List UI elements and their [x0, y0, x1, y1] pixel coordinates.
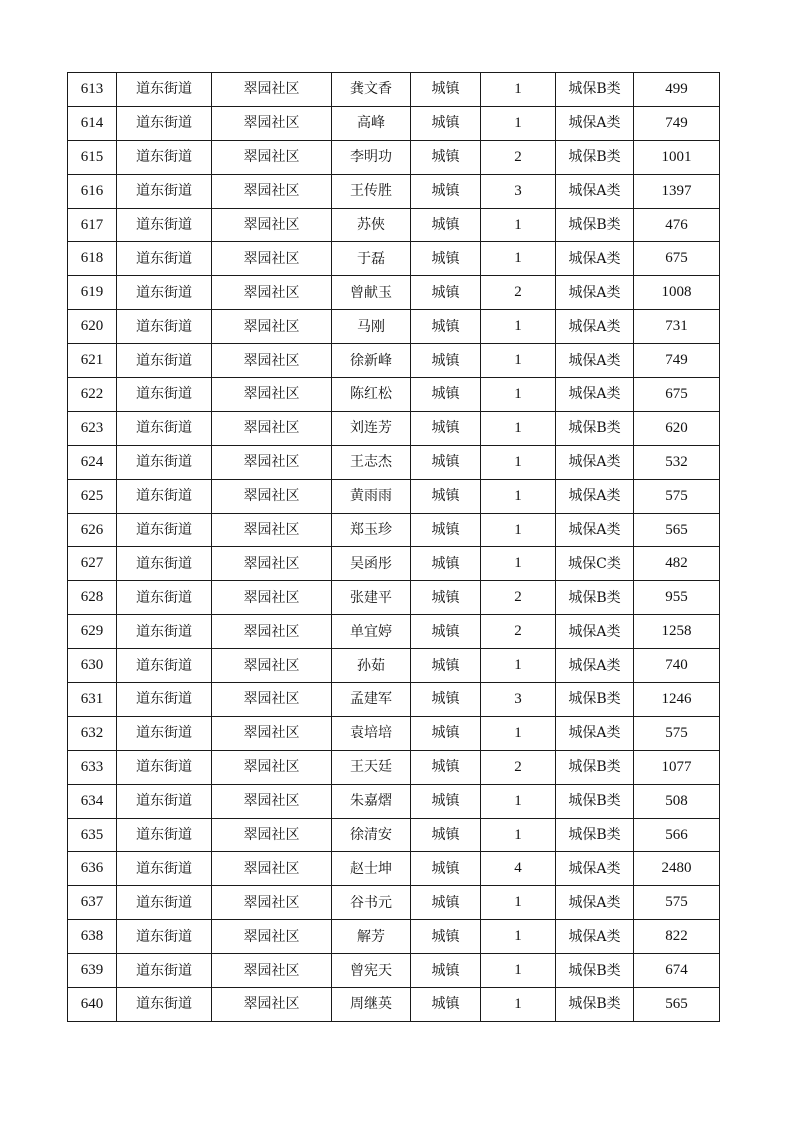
insurance-class-cell: 城保A类 — [556, 479, 634, 513]
household-size-cell: 1 — [481, 784, 556, 818]
insurance-class-cell: 城保B类 — [556, 683, 634, 717]
insurance-class-cell: 城保B类 — [556, 954, 634, 988]
serial-number-cell: 630 — [68, 649, 117, 683]
amount-cell: 508 — [634, 784, 720, 818]
insurance-class-cell: 城保A类 — [556, 716, 634, 750]
insurance-class-cell: 城保A类 — [556, 649, 634, 683]
subdistrict-cell: 道东街道 — [117, 784, 212, 818]
amount-cell: 575 — [634, 886, 720, 920]
household-size-cell: 1 — [481, 818, 556, 852]
area-type-cell: 城镇 — [411, 750, 481, 784]
serial-number-cell: 621 — [68, 344, 117, 378]
subdistrict-cell: 道东街道 — [117, 750, 212, 784]
household-size-cell: 2 — [481, 581, 556, 615]
community-cell: 翠园社区 — [212, 445, 332, 479]
name-cell: 吴函彤 — [332, 547, 411, 581]
area-type-cell: 城镇 — [411, 547, 481, 581]
name-cell: 单宜婷 — [332, 615, 411, 649]
community-cell: 翠园社区 — [212, 581, 332, 615]
name-cell: 曾宪天 — [332, 954, 411, 988]
area-type-cell: 城镇 — [411, 310, 481, 344]
area-type-cell: 城镇 — [411, 445, 481, 479]
area-type-cell: 城镇 — [411, 886, 481, 920]
assistance-roster-table — [67, 72, 720, 1022]
community-cell: 翠园社区 — [212, 513, 332, 547]
table-row — [68, 344, 720, 378]
table-row — [68, 242, 720, 276]
amount-cell: 476 — [634, 208, 720, 242]
community-cell: 翠园社区 — [212, 378, 332, 412]
table-row — [68, 683, 720, 717]
subdistrict-cell: 道东街道 — [117, 954, 212, 988]
serial-number-cell: 625 — [68, 479, 117, 513]
insurance-class-cell: 城保B类 — [556, 208, 634, 242]
area-type-cell: 城镇 — [411, 73, 481, 107]
table-row — [68, 445, 720, 479]
insurance-class-cell: 城保B类 — [556, 988, 634, 1022]
name-cell: 陈红松 — [332, 378, 411, 412]
household-size-cell: 1 — [481, 920, 556, 954]
household-size-cell: 1 — [481, 479, 556, 513]
serial-number-cell: 640 — [68, 988, 117, 1022]
area-type-cell: 城镇 — [411, 242, 481, 276]
community-cell: 翠园社区 — [212, 615, 332, 649]
insurance-class-cell: 城保A类 — [556, 174, 634, 208]
name-cell: 王天廷 — [332, 750, 411, 784]
table-row — [68, 649, 720, 683]
amount-cell: 955 — [634, 581, 720, 615]
insurance-class-cell: 城保A类 — [556, 242, 634, 276]
subdistrict-cell: 道东街道 — [117, 276, 212, 310]
table-row — [68, 140, 720, 174]
community-cell: 翠园社区 — [212, 716, 332, 750]
household-size-cell: 1 — [481, 513, 556, 547]
table-row — [68, 920, 720, 954]
subdistrict-cell: 道东街道 — [117, 242, 212, 276]
amount-cell: 575 — [634, 479, 720, 513]
community-cell: 翠园社区 — [212, 988, 332, 1022]
community-cell: 翠园社区 — [212, 411, 332, 445]
name-cell: 张建平 — [332, 581, 411, 615]
area-type-cell: 城镇 — [411, 276, 481, 310]
household-size-cell: 1 — [481, 242, 556, 276]
area-type-cell: 城镇 — [411, 649, 481, 683]
subdistrict-cell: 道东街道 — [117, 445, 212, 479]
roster-body — [68, 73, 720, 1022]
serial-number-cell: 635 — [68, 818, 117, 852]
amount-cell: 1246 — [634, 683, 720, 717]
serial-number-cell: 632 — [68, 716, 117, 750]
insurance-class-cell: 城保A类 — [556, 310, 634, 344]
table-row — [68, 479, 720, 513]
insurance-class-cell: 城保A类 — [556, 445, 634, 479]
household-size-cell: 2 — [481, 140, 556, 174]
serial-number-cell: 633 — [68, 750, 117, 784]
area-type-cell: 城镇 — [411, 208, 481, 242]
name-cell: 李明功 — [332, 140, 411, 174]
amount-cell: 822 — [634, 920, 720, 954]
area-type-cell: 城镇 — [411, 683, 481, 717]
subdistrict-cell: 道东街道 — [117, 683, 212, 717]
household-size-cell: 3 — [481, 683, 556, 717]
area-type-cell: 城镇 — [411, 852, 481, 886]
table-row — [68, 411, 720, 445]
serial-number-cell: 619 — [68, 276, 117, 310]
community-cell: 翠园社区 — [212, 818, 332, 852]
name-cell: 曾献玉 — [332, 276, 411, 310]
subdistrict-cell: 道东街道 — [117, 852, 212, 886]
serial-number-cell: 638 — [68, 920, 117, 954]
amount-cell: 620 — [634, 411, 720, 445]
community-cell: 翠园社区 — [212, 73, 332, 107]
serial-number-cell: 631 — [68, 683, 117, 717]
area-type-cell: 城镇 — [411, 344, 481, 378]
name-cell: 孟建军 — [332, 683, 411, 717]
name-cell: 马刚 — [332, 310, 411, 344]
subdistrict-cell: 道东街道 — [117, 208, 212, 242]
serial-number-cell: 627 — [68, 547, 117, 581]
name-cell: 苏俠 — [332, 208, 411, 242]
serial-number-cell: 618 — [68, 242, 117, 276]
table-row — [68, 886, 720, 920]
amount-cell: 674 — [634, 954, 720, 988]
table-row — [68, 784, 720, 818]
table-row — [68, 513, 720, 547]
serial-number-cell: 623 — [68, 411, 117, 445]
community-cell: 翠园社区 — [212, 649, 332, 683]
table-row — [68, 750, 720, 784]
insurance-class-cell: 城保B类 — [556, 750, 634, 784]
community-cell: 翠园社区 — [212, 852, 332, 886]
area-type-cell: 城镇 — [411, 174, 481, 208]
name-cell: 黄雨雨 — [332, 479, 411, 513]
name-cell: 龚文香 — [332, 73, 411, 107]
amount-cell: 532 — [634, 445, 720, 479]
table-row — [68, 716, 720, 750]
community-cell: 翠园社区 — [212, 310, 332, 344]
community-cell: 翠园社区 — [212, 208, 332, 242]
insurance-class-cell: 城保B类 — [556, 581, 634, 615]
serial-number-cell: 628 — [68, 581, 117, 615]
area-type-cell: 城镇 — [411, 378, 481, 412]
serial-number-cell: 634 — [68, 784, 117, 818]
name-cell: 王传胜 — [332, 174, 411, 208]
area-type-cell: 城镇 — [411, 411, 481, 445]
amount-cell: 675 — [634, 378, 720, 412]
area-type-cell: 城镇 — [411, 988, 481, 1022]
area-type-cell: 城镇 — [411, 140, 481, 174]
area-type-cell: 城镇 — [411, 920, 481, 954]
name-cell: 徐新峰 — [332, 344, 411, 378]
household-size-cell: 1 — [481, 988, 556, 1022]
insurance-class-cell: 城保A类 — [556, 615, 634, 649]
insurance-class-cell: 城保A类 — [556, 920, 634, 954]
subdistrict-cell: 道东街道 — [117, 920, 212, 954]
table-row — [68, 988, 720, 1022]
household-size-cell: 1 — [481, 310, 556, 344]
insurance-class-cell: 城保B类 — [556, 73, 634, 107]
name-cell: 孙茹 — [332, 649, 411, 683]
household-size-cell: 2 — [481, 750, 556, 784]
community-cell: 翠园社区 — [212, 242, 332, 276]
subdistrict-cell: 道东街道 — [117, 581, 212, 615]
table-row — [68, 73, 720, 107]
name-cell: 于磊 — [332, 242, 411, 276]
insurance-class-cell: 城保A类 — [556, 106, 634, 140]
serial-number-cell: 615 — [68, 140, 117, 174]
subdistrict-cell: 道东街道 — [117, 886, 212, 920]
community-cell: 翠园社区 — [212, 784, 332, 818]
household-size-cell: 2 — [481, 615, 556, 649]
community-cell: 翠园社区 — [212, 683, 332, 717]
amount-cell: 565 — [634, 513, 720, 547]
amount-cell: 749 — [634, 106, 720, 140]
table-row — [68, 581, 720, 615]
table-row — [68, 208, 720, 242]
subdistrict-cell: 道东街道 — [117, 649, 212, 683]
community-cell: 翠园社区 — [212, 920, 332, 954]
household-size-cell: 1 — [481, 886, 556, 920]
subdistrict-cell: 道东街道 — [117, 174, 212, 208]
household-size-cell: 1 — [481, 445, 556, 479]
subdistrict-cell: 道东街道 — [117, 547, 212, 581]
amount-cell: 675 — [634, 242, 720, 276]
area-type-cell: 城镇 — [411, 581, 481, 615]
community-cell: 翠园社区 — [212, 547, 332, 581]
subdistrict-cell: 道东街道 — [117, 310, 212, 344]
subdistrict-cell: 道东街道 — [117, 73, 212, 107]
household-size-cell: 2 — [481, 276, 556, 310]
area-type-cell: 城镇 — [411, 615, 481, 649]
area-type-cell: 城镇 — [411, 954, 481, 988]
subdistrict-cell: 道东街道 — [117, 378, 212, 412]
insurance-class-cell: 城保B类 — [556, 818, 634, 852]
insurance-class-cell: 城保B类 — [556, 411, 634, 445]
area-type-cell: 城镇 — [411, 818, 481, 852]
name-cell: 周继英 — [332, 988, 411, 1022]
name-cell: 朱嘉熠 — [332, 784, 411, 818]
community-cell: 翠园社区 — [212, 140, 332, 174]
insurance-class-cell: 城保A类 — [556, 344, 634, 378]
community-cell: 翠园社区 — [212, 954, 332, 988]
amount-cell: 749 — [634, 344, 720, 378]
household-size-cell: 1 — [481, 649, 556, 683]
subdistrict-cell: 道东街道 — [117, 513, 212, 547]
community-cell: 翠园社区 — [212, 886, 332, 920]
table-row — [68, 174, 720, 208]
serial-number-cell: 617 — [68, 208, 117, 242]
subdistrict-cell: 道东街道 — [117, 344, 212, 378]
household-size-cell: 1 — [481, 716, 556, 750]
name-cell: 刘连芳 — [332, 411, 411, 445]
household-size-cell: 1 — [481, 954, 556, 988]
serial-number-cell: 613 — [68, 73, 117, 107]
name-cell: 郑玉珍 — [332, 513, 411, 547]
subdistrict-cell: 道东街道 — [117, 106, 212, 140]
household-size-cell: 4 — [481, 852, 556, 886]
amount-cell: 565 — [634, 988, 720, 1022]
area-type-cell: 城镇 — [411, 479, 481, 513]
subdistrict-cell: 道东街道 — [117, 479, 212, 513]
area-type-cell: 城镇 — [411, 106, 481, 140]
amount-cell: 1397 — [634, 174, 720, 208]
community-cell: 翠园社区 — [212, 276, 332, 310]
amount-cell: 740 — [634, 649, 720, 683]
amount-cell: 575 — [634, 716, 720, 750]
serial-number-cell: 622 — [68, 378, 117, 412]
subdistrict-cell: 道东街道 — [117, 615, 212, 649]
serial-number-cell: 616 — [68, 174, 117, 208]
household-size-cell: 1 — [481, 208, 556, 242]
name-cell: 高峰 — [332, 106, 411, 140]
name-cell: 徐清安 — [332, 818, 411, 852]
table-row — [68, 615, 720, 649]
serial-number-cell: 639 — [68, 954, 117, 988]
subdistrict-cell: 道东街道 — [117, 818, 212, 852]
area-type-cell: 城镇 — [411, 716, 481, 750]
insurance-class-cell: 城保A类 — [556, 276, 634, 310]
insurance-class-cell: 城保B类 — [556, 784, 634, 818]
community-cell: 翠园社区 — [212, 344, 332, 378]
community-cell: 翠园社区 — [212, 750, 332, 784]
table-row — [68, 818, 720, 852]
name-cell: 谷书元 — [332, 886, 411, 920]
household-size-cell: 1 — [481, 344, 556, 378]
amount-cell: 499 — [634, 73, 720, 107]
table-row — [68, 378, 720, 412]
serial-number-cell: 614 — [68, 106, 117, 140]
amount-cell: 1077 — [634, 750, 720, 784]
table-row — [68, 276, 720, 310]
amount-cell: 731 — [634, 310, 720, 344]
insurance-class-cell: 城保A类 — [556, 886, 634, 920]
serial-number-cell: 637 — [68, 886, 117, 920]
subdistrict-cell: 道东街道 — [117, 140, 212, 174]
household-size-cell: 1 — [481, 547, 556, 581]
serial-number-cell: 629 — [68, 615, 117, 649]
community-cell: 翠园社区 — [212, 479, 332, 513]
amount-cell: 566 — [634, 818, 720, 852]
household-size-cell: 1 — [481, 378, 556, 412]
insurance-class-cell: 城保C类 — [556, 547, 634, 581]
insurance-class-cell: 城保A类 — [556, 852, 634, 886]
amount-cell: 1258 — [634, 615, 720, 649]
subdistrict-cell: 道东街道 — [117, 988, 212, 1022]
amount-cell: 482 — [634, 547, 720, 581]
household-size-cell: 1 — [481, 73, 556, 107]
household-size-cell: 3 — [481, 174, 556, 208]
community-cell: 翠园社区 — [212, 106, 332, 140]
name-cell: 袁培培 — [332, 716, 411, 750]
serial-number-cell: 626 — [68, 513, 117, 547]
table-row — [68, 954, 720, 988]
serial-number-cell: 636 — [68, 852, 117, 886]
insurance-class-cell: 城保B类 — [556, 140, 634, 174]
subdistrict-cell: 道东街道 — [117, 716, 212, 750]
household-size-cell: 1 — [481, 106, 556, 140]
area-type-cell: 城镇 — [411, 513, 481, 547]
insurance-class-cell: 城保A类 — [556, 513, 634, 547]
insurance-class-cell: 城保A类 — [556, 378, 634, 412]
table-row — [68, 547, 720, 581]
table-row — [68, 106, 720, 140]
serial-number-cell: 620 — [68, 310, 117, 344]
serial-number-cell: 624 — [68, 445, 117, 479]
community-cell: 翠园社区 — [212, 174, 332, 208]
area-type-cell: 城镇 — [411, 784, 481, 818]
amount-cell: 2480 — [634, 852, 720, 886]
name-cell: 解芳 — [332, 920, 411, 954]
name-cell: 赵士坤 — [332, 852, 411, 886]
name-cell: 王志杰 — [332, 445, 411, 479]
subdistrict-cell: 道东街道 — [117, 411, 212, 445]
amount-cell: 1001 — [634, 140, 720, 174]
table-row — [68, 852, 720, 886]
table-row — [68, 310, 720, 344]
amount-cell: 1008 — [634, 276, 720, 310]
household-size-cell: 1 — [481, 411, 556, 445]
